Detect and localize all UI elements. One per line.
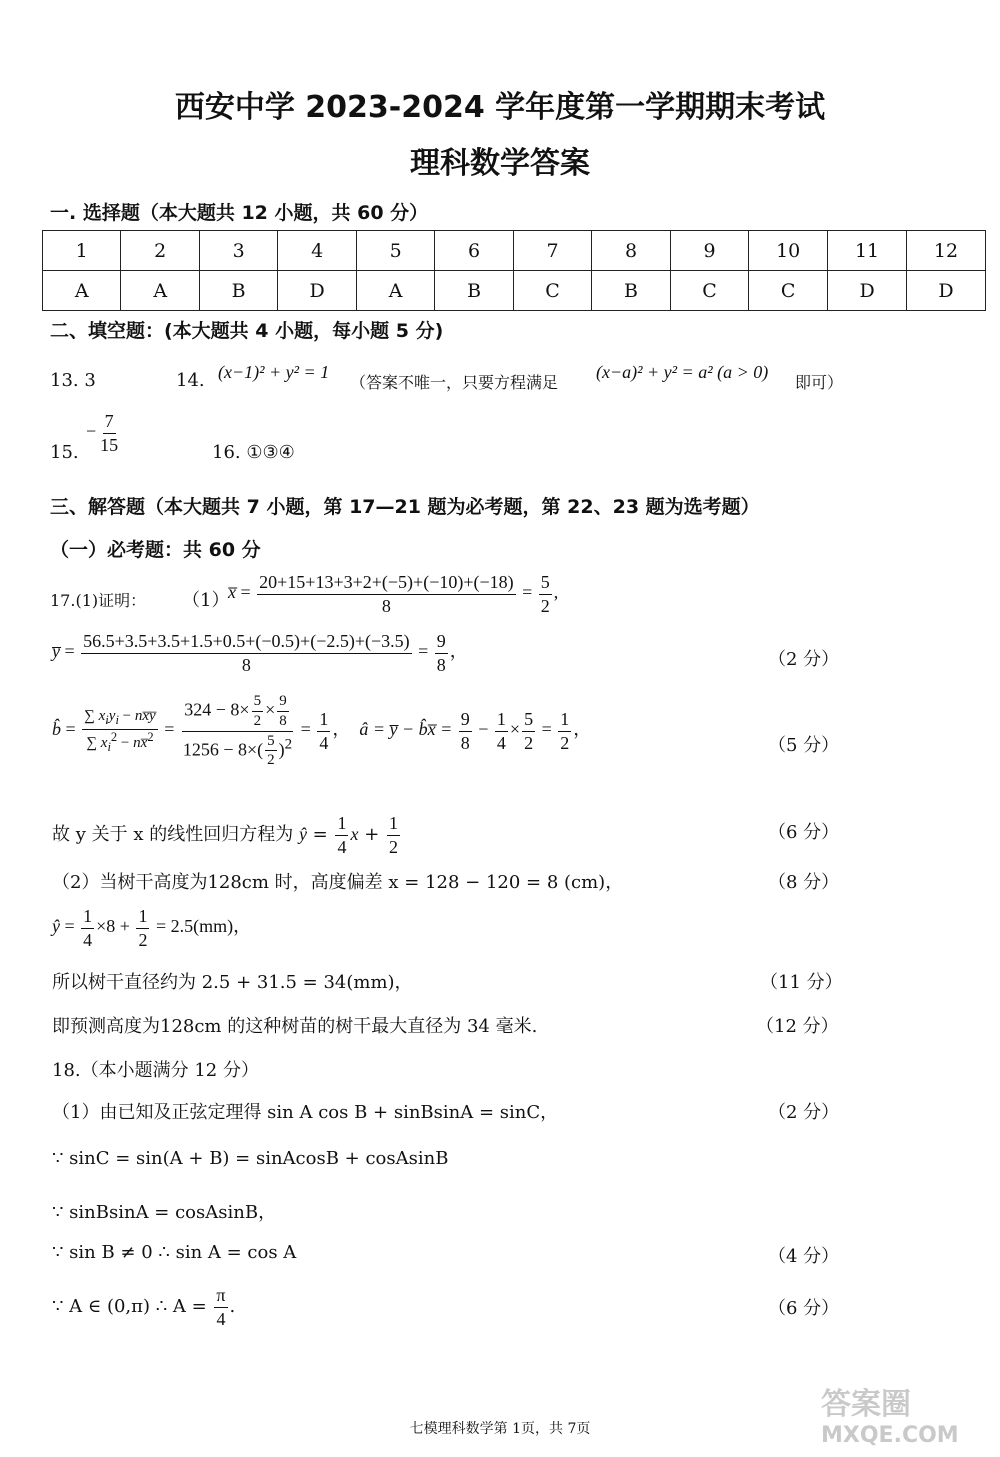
q15-numerator: 7 xyxy=(103,410,116,434)
q17-regression-line: 故 y 关于 x 的线性回归方程为 ŷ = $\frac{1}{4}$ x + $\frac{1}{2}$ xyxy=(52,813,399,857)
bhat-den-expr: 1256 − 8×( xyxy=(182,738,264,759)
watermark-logo xyxy=(813,1378,988,1448)
ybar-numerator: 56.5+3.5+3.5+1.5+0.5+(−0.5)+(−2.5)+(−3.5) xyxy=(81,630,411,654)
ybar-value-den: 8 xyxy=(436,654,446,675)
q17-xbar-formula: x̅ = $\frac{20+15+13+3+2+(-5)+(-10)+(-18)}{8}$ = $\frac{5}{2}$ , xyxy=(228,572,559,616)
q17-score-6: （12 分） xyxy=(756,1016,839,1037)
section2-heading: 二、填空题：(本大题共 4 小题，每小题 5 分) xyxy=(50,320,444,342)
q-answer: A xyxy=(43,271,121,311)
section3-subheading: （一）必考题：共 60 分 xyxy=(50,539,261,561)
section1-heading: 一. 选择题（本大题共 12 小题，共 60 分） xyxy=(50,202,429,224)
q18-heading: 18.（本小题满分 12 分） xyxy=(52,1060,259,1081)
q17-score-2: （5 分） xyxy=(768,735,840,756)
q14-equation: (x−1)² + y² = 1 xyxy=(218,362,330,382)
q-number: 7 xyxy=(513,231,591,271)
q-number: 11 xyxy=(828,231,907,271)
q17-lead: 17.(1)证明： xyxy=(50,591,147,610)
page-footer: 七模理科数学第 1页，共 7页 xyxy=(409,1421,591,1437)
q-number: 1 xyxy=(43,231,121,271)
q18-line-2: ∵ sinC = sin(A + B) = sinAcosB + cosAsinB xyxy=(52,1148,449,1169)
q14-label: 14. xyxy=(176,370,205,391)
q-answer: B xyxy=(199,271,277,311)
q-number: 10 xyxy=(749,231,828,271)
q17-part2-line: （2）当树干高度为128cm 时，高度偏差 x = 128 − 120 = 8 (cm)， xyxy=(52,872,624,893)
q17-bhat-formula: b̂ = $\frac{\sum x_iy_i - nx̅y̅}{\sum x_i^2 - nx̅^2}$ = 324 − 8× $\frac{5}{2}$ × $\frac{9}{8}$ 1256 − 8×( $\frac{5}{2}$ )$^2$ = $\frac{1}{4}$ ， â = y̅ − b̂x̅ = $\frac{9}{8}$ − $\frac{1}{4}$ × $\frac{5}{2}$ = $\frac{1}{2}$ ， xyxy=(52,693,592,769)
page-subtitle: 理科数学答案 xyxy=(410,146,590,181)
q18-line-5-text: ∵ A ∈ (0,π) ∴ A = xyxy=(52,1296,207,1317)
regression-text: 故 y 关于 x 的线性回归方程为 xyxy=(52,824,294,845)
q-answer: C xyxy=(513,271,591,311)
q17-score-5: （11 分） xyxy=(760,972,843,993)
q-number: 12 xyxy=(907,231,986,271)
bhat-value-num: 1 xyxy=(317,708,330,732)
q-number: 6 xyxy=(435,231,513,271)
q16-answer: 16. ①③④ xyxy=(212,442,295,463)
q-answer: D xyxy=(278,271,357,311)
q-answer: C xyxy=(749,271,828,311)
q-number: 2 xyxy=(121,231,199,271)
q-number: 9 xyxy=(670,231,748,271)
q17-part1-label: （1） xyxy=(182,590,230,611)
q18-line-4: ∵ sin B ≠ 0 ∴ sin A = cos A xyxy=(52,1242,297,1263)
ybar-denominator: 8 xyxy=(241,654,251,675)
q-answer: B xyxy=(435,271,513,311)
q18-score-4: （4 分） xyxy=(768,1246,840,1267)
answer-table-numbers-row xyxy=(43,231,986,271)
q18-line-1: （1）由已知及正弦定理得 sin A cos B + sinBsinA = sinC， xyxy=(52,1102,559,1123)
svg-text:答案圈: 答案圈 xyxy=(821,1387,911,1422)
q15-answer: − $\frac{7}{15}$ xyxy=(86,411,119,455)
q18-score-1: （2 分） xyxy=(768,1102,840,1123)
ybar-value-num: 9 xyxy=(435,630,448,654)
q-answer: A xyxy=(356,271,434,311)
q-answer: D xyxy=(828,271,907,311)
q18-line-3: ∵ sinBsinA = cosAsinB， xyxy=(52,1202,277,1223)
q-number: 3 xyxy=(199,231,277,271)
q-answer: D xyxy=(907,271,986,311)
prediction-tail: = 2.5(mm)， xyxy=(155,916,252,937)
answer-table xyxy=(42,230,986,311)
q-answer: A xyxy=(121,271,199,311)
q15-label: 15. xyxy=(50,442,79,463)
q14-note-suffix: 即可） xyxy=(795,373,844,392)
q14-note-prefix: （答案不唯一，只要方程满足 xyxy=(350,373,559,392)
q17-ybar-formula: y̅ = $\frac{56.5+3.5+3.5+1.5+0.5+(-0.5)+(-2.5)+(-3.5)}{8}$ = $\frac{9}{8}$ ， xyxy=(52,631,468,675)
q17-final-line: 即预测高度为128cm 的这种树苗的树干最大直径为 34 毫米. xyxy=(52,1016,538,1037)
q-answer: C xyxy=(670,271,748,311)
q17-prediction: ŷ = $\frac{1}{4}$ ×8 + $\frac{1}{2}$ = 2.5(mm)， xyxy=(52,906,252,950)
xbar-denominator: 8 xyxy=(381,595,391,616)
page-title: 西安中学 2023-2024 学年度第一学期期末考试 xyxy=(174,90,826,125)
xbar-numerator: 20+15+13+3+2+(−5)+(−10)+(−18) xyxy=(257,571,515,595)
q-number: 4 xyxy=(278,231,357,271)
q17-score-4: （8 分） xyxy=(768,872,840,893)
q-number: 8 xyxy=(592,231,670,271)
q18-line-5: ∵ A ∈ (0,π) ∴ A = $\frac{\pi}{4}$ . xyxy=(52,1285,236,1329)
q14-note-equation: (x−a)² + y² = a² (a > 0) xyxy=(596,362,769,382)
watermark-icon xyxy=(813,1378,988,1448)
bhat-value-den: 4 xyxy=(319,732,329,753)
bhat-num-expr: 324 − 8× xyxy=(184,699,250,720)
answer-table-answers-row xyxy=(43,271,986,311)
q-answer: B xyxy=(592,271,670,311)
ahat-expr: â = y̅ − b̂x̅ = xyxy=(359,719,453,740)
q13-answer: 13. 3 xyxy=(50,370,96,391)
q18-score-5: （6 分） xyxy=(768,1298,840,1319)
q17-score-1: （2 分） xyxy=(768,649,840,670)
xbar-value-num: 5 xyxy=(539,571,552,595)
section3-heading: 三、解答题（本大题共 7 小题，第 17—21 题为必考题，第 22、23 题为选考题） xyxy=(50,496,760,518)
q17-diameter-line: 所以树干直径约为 2.5 + 31.5 = 34(mm)， xyxy=(52,972,413,993)
xbar-value-den: 2 xyxy=(540,595,550,616)
pi-denominator: 4 xyxy=(216,1308,226,1329)
q-number: 5 xyxy=(356,231,434,271)
pi-numerator: π xyxy=(214,1284,227,1308)
svg-text:MXQE.COM: MXQE.COM xyxy=(821,1423,959,1448)
q15-denominator: 15 xyxy=(100,434,119,455)
q17-score-3: （6 分） xyxy=(768,822,840,843)
